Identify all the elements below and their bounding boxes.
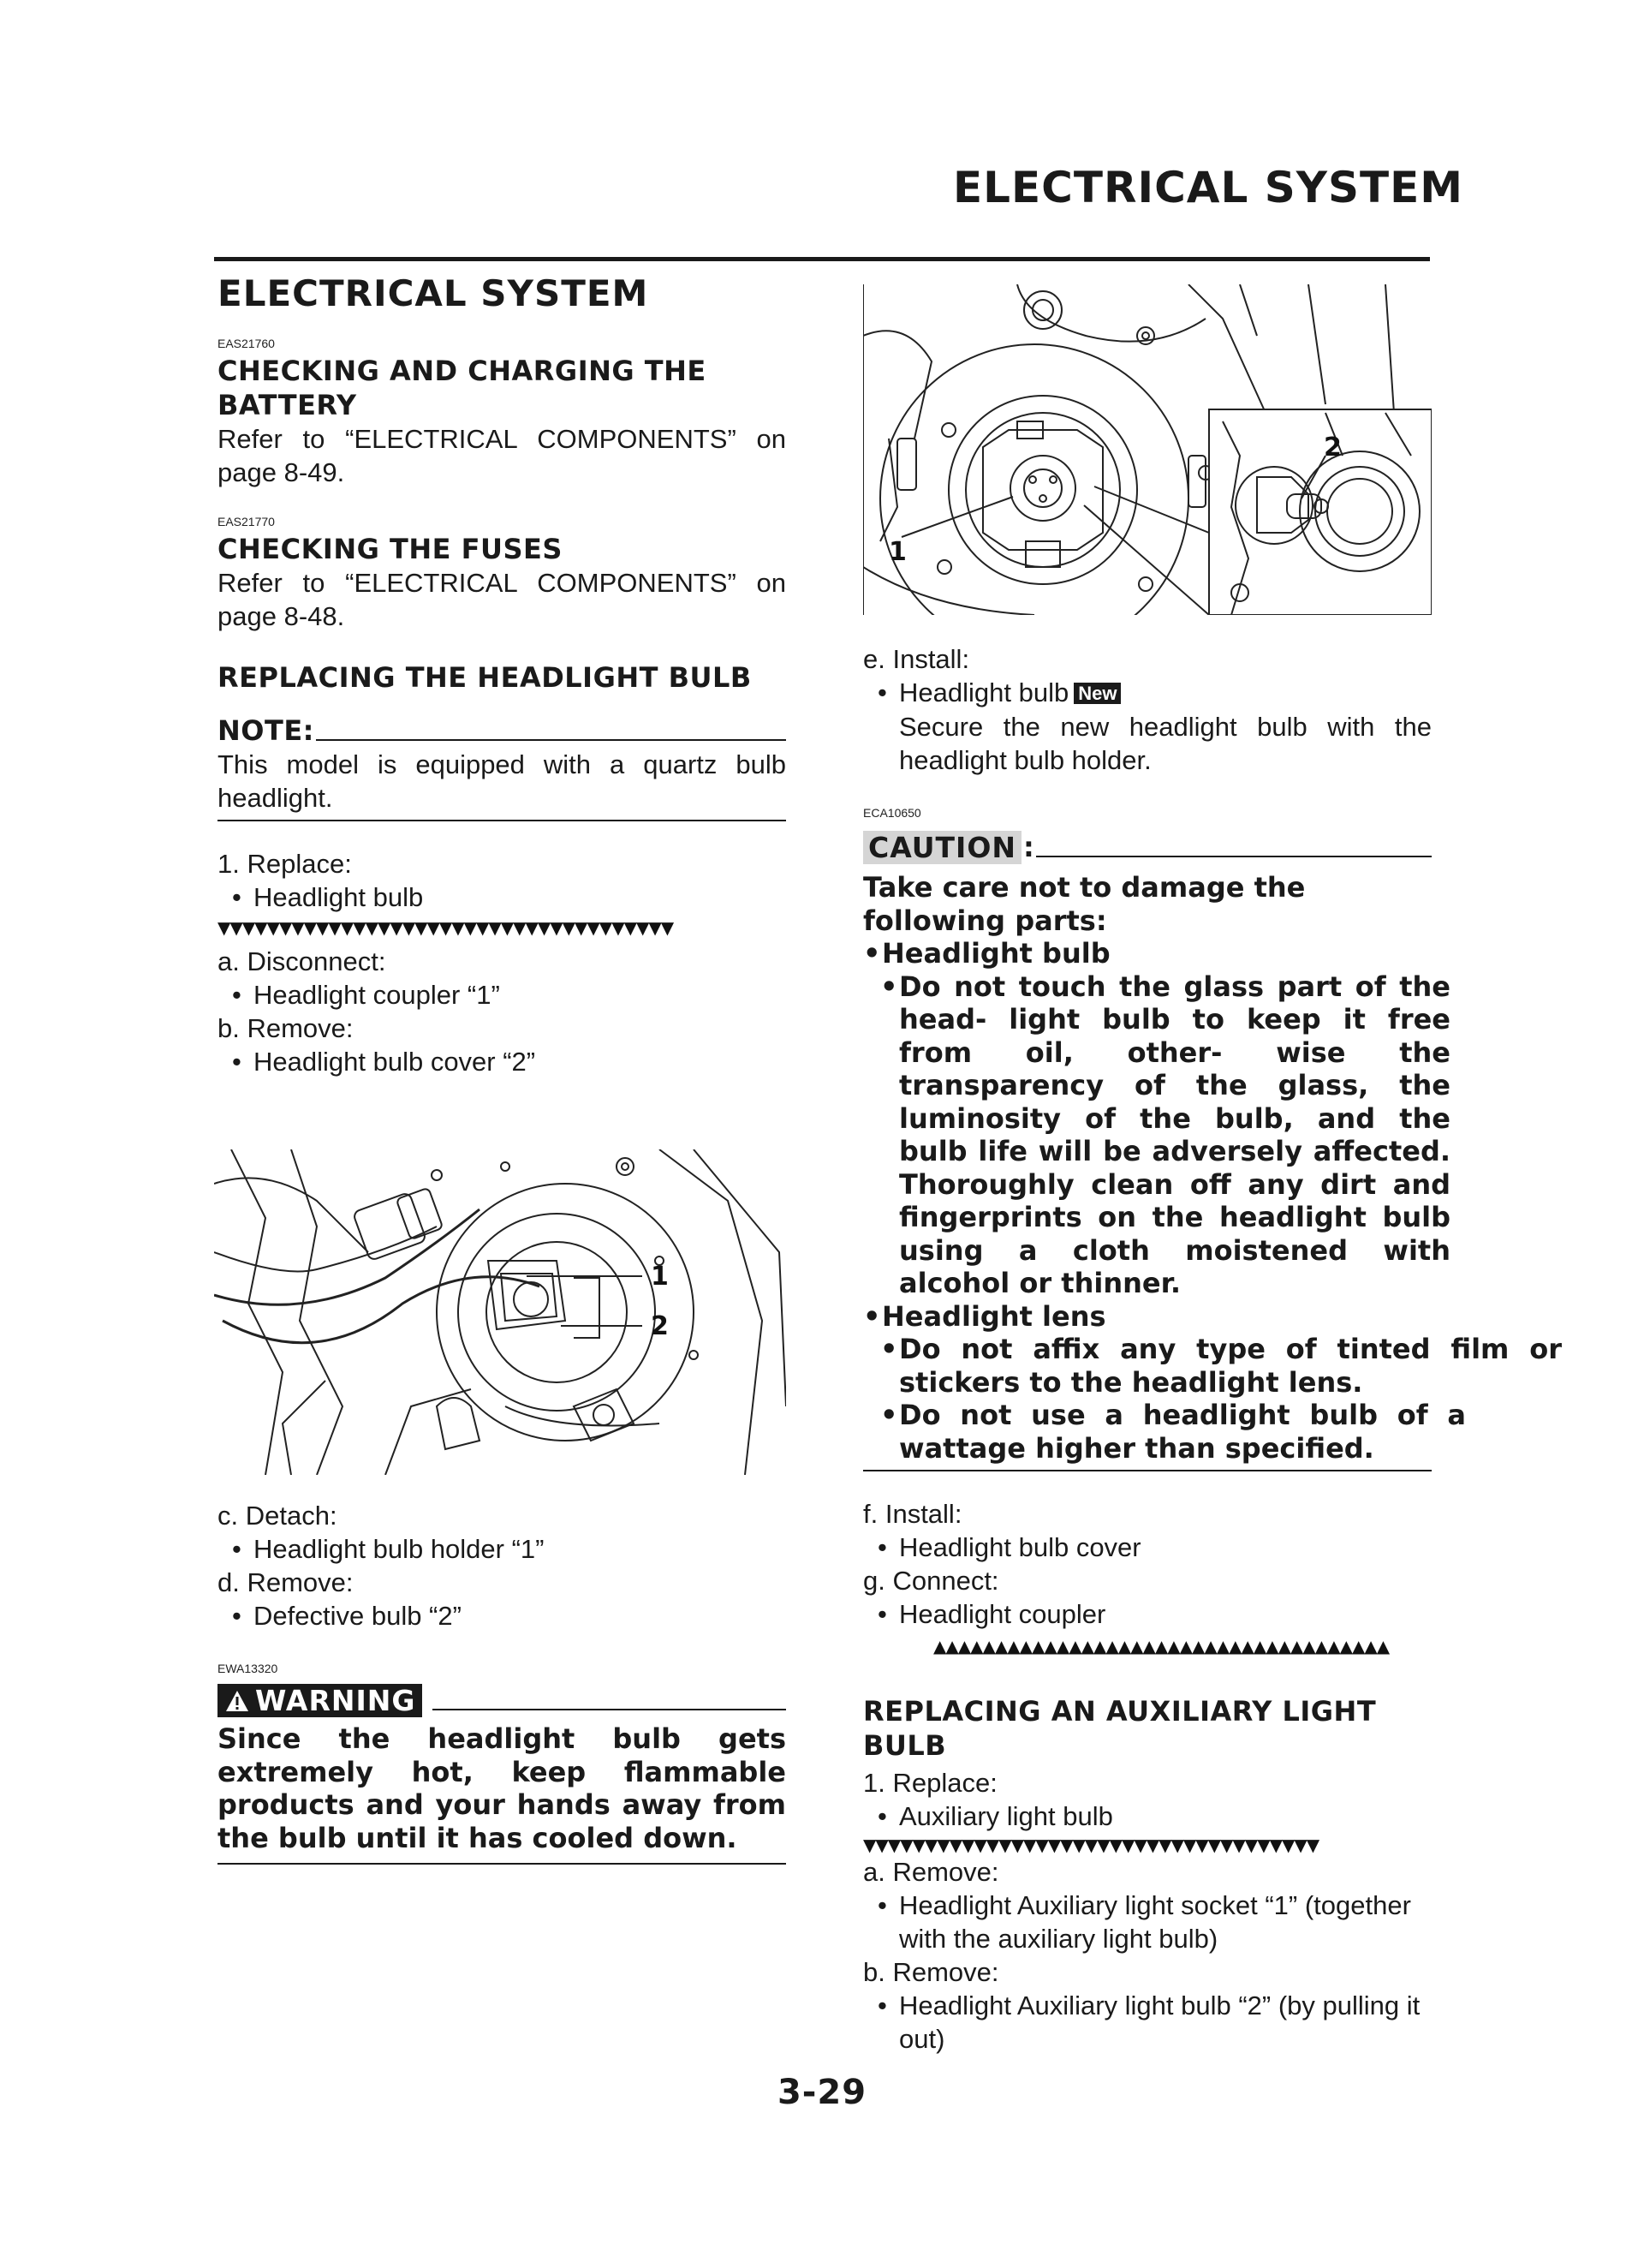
battery-code: EAS21760 [217,337,275,350]
section-title: ELECTRICAL SYSTEM [217,272,649,314]
warning-line [432,1709,786,1710]
note-line [316,739,786,741]
headlight-heading: REPLACING THE HEADLIGHT BULB [217,661,752,694]
aux-heading: REPLACING AN AUXILIARY LIGHT BULB [863,1695,1377,1762]
warning-label: WARNING [255,1684,416,1717]
caution-line [1036,856,1432,857]
right-column [863,642,1562,2056]
fuses-text: Refer to “ELECTRICAL COMPONENTS” on page 8-48. [217,568,786,631]
note-label: NOTE: [217,714,314,747]
battery-text: Refer to “ELECTRICAL COMPONENTS” on page 8-49. [217,424,786,487]
aux-step-b-item: • Headlight Auxiliary light bulb “2” (by pulling it out) [863,1989,1430,2056]
inset-connector-2 [1084,505,1209,615]
caution-bulb: • Headlight bulb [882,937,1432,970]
step-e: e. Install: [863,644,970,674]
page-number: 3-29 [777,2073,867,2112]
note-text: This model is equipped with a quartz bulb headlight. [217,748,786,821]
step-a: a. Disconnect: [217,946,386,976]
figure-headlight-coupler [214,1149,786,1475]
fig-label-1: 1 [889,537,907,567]
step-d-item: • Defective bulb “2” [217,1599,786,1632]
step-f: f. Install: [863,1499,962,1529]
caution-header [863,830,1432,864]
caution-colon: : [1023,831,1035,863]
aux-start-triangles: ▼▼▼▼▼▼▼▼▼▼▼▼▼▼▼▼▼▼▼▼▼▼▼▼▼▼▼▼▼▼▼▼▼▼▼▼▼ [863,1835,1319,1855]
aux-step-1-item: • Auxiliary light bulb [863,1799,1432,1833]
left-column-lower [217,1499,786,1865]
caution-code: ECA10650 [863,806,921,820]
warning-header [217,1684,786,1717]
step-1: 1. Replace: [217,849,352,879]
fig-line [214,1178,368,1252]
aux-step-1: 1. Replace: [863,1768,998,1798]
figure-bulb-holder [863,284,1432,615]
warning-code: EWA13320 [217,1662,278,1675]
caution-intro: Take care not to damage the following parts: [863,871,1306,937]
step-c-item: • Headlight bulb holder “1” [217,1532,786,1566]
step-g: g. Connect: [863,1566,999,1596]
caution-lens-text-1: • Do not affix any type of tinted film or stickers to the headlight lens. [899,1333,1562,1399]
new-badge: New [1074,683,1121,704]
warning-icon [224,1689,250,1713]
caution-lens: • Headlight lens [882,1300,1432,1334]
step-c: c. Detach: [217,1501,337,1531]
step-b-item: • Headlight bulb cover “2” [217,1045,786,1078]
start-triangles: ▼▼▼▼▼▼▼▼▼▼▼▼▼▼▼▼▼▼▼▼▼▼▼▼▼▼▼▼▼▼▼▼▼▼▼▼▼ [217,917,674,938]
fig-label-2: 2 [651,1311,669,1341]
fuses-heading: CHECKING THE FUSES [217,533,563,565]
step-a-item: • Headlight coupler “1” [217,978,786,1012]
caution-body [863,871,1562,1471]
step-e-item-label: Headlight bulb [899,677,1069,707]
step-e-item [863,676,1432,710]
left-column [217,272,786,1078]
note-header [217,713,786,748]
caution-label: CAUTION [863,831,1022,864]
step-g-item: • Headlight coupler [863,1597,1432,1631]
step-1-item: • Headlight bulb [217,880,786,914]
header-rule [214,257,1430,261]
page-header-title: ELECTRICAL SYSTEM [953,163,1463,212]
caution-lens-text-2: • Do not use a headlight bulb of a wattage higher than specified. [899,1399,1466,1465]
aux-step-a-item: • Headlight Auxiliary light socket “1” (together with the auxiliary light bulb) [863,1889,1430,1955]
aux-step-a: a. Remove: [863,1857,999,1887]
caution-bulb-text: • Do not touch the glass part of the head- light bulb to keep it free from oil, other- wise the transparency of the glass, the luminosity of the bulb, and the bulb life will be adversely affected. Thoroughly clean off any dirt and fingerprints on the headlight bulb using a cloth moistened with alcohol or thinner. [899,970,1450,1300]
step-b: b. Remove: [217,1013,354,1043]
end-triangles: ▲▲▲▲▲▲▲▲▲▲▲▲▲▲▲▲▲▲▲▲▲▲▲▲▲▲▲▲▲▲▲▲▲▲▲▲▲ [933,1636,1390,1656]
fuses-code: EAS21770 [217,515,275,528]
inset-box [1209,409,1432,615]
step-e-text: Secure the new headlight bulb with the headlight bulb holder. [899,712,1432,775]
battery-heading: CHECKING AND CHARGING THE BATTERY [217,355,706,421]
fig-label-1: 1 [651,1262,669,1292]
warning-text: Since the headlight bulb gets extremely hot, keep flammable products and your hands away from the bulb until it has cooled down. [217,1722,786,1865]
step-d: d. Remove: [217,1567,354,1597]
warning-tag [217,1684,422,1717]
step-f-item: • Headlight bulb cover [863,1531,1432,1564]
fig-label-2: 2 [1324,433,1342,463]
aux-step-b: b. Remove: [863,1957,999,1987]
